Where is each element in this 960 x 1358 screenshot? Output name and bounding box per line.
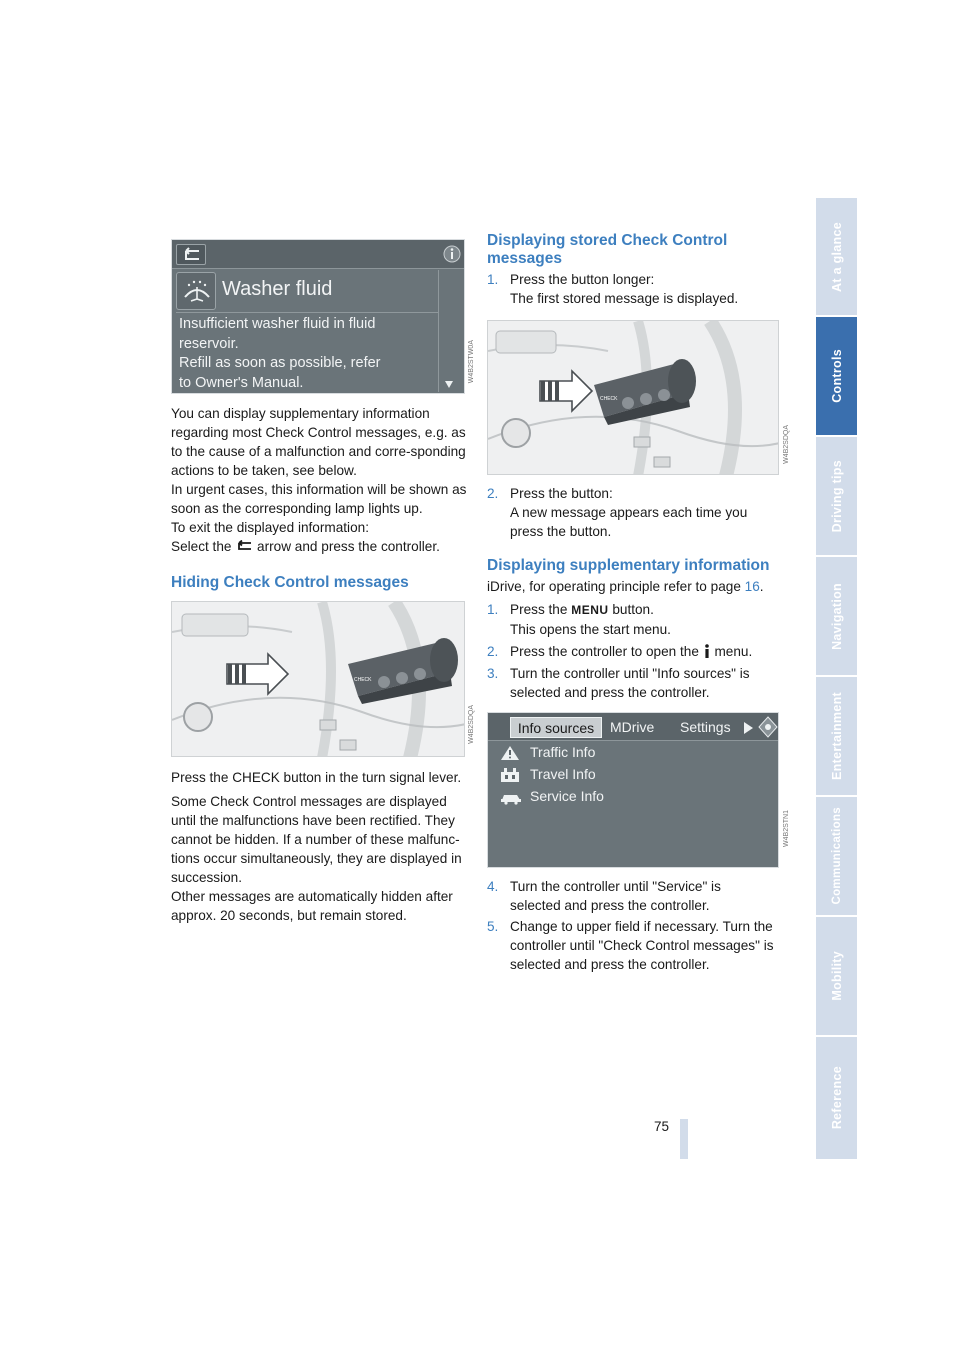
figure-code: W4B2SDQA: [468, 705, 475, 744]
travel-info-icon: [500, 767, 520, 783]
info-sources-screen: [487, 712, 779, 868]
back-arrow-icon: [235, 540, 253, 552]
turn-signal-lever-illustration: [171, 601, 465, 757]
paragraph-check-button: Press the CHECK button in the turn signal lever.: [171, 770, 462, 785]
info-i-icon: [703, 644, 711, 658]
washer-icon: [176, 272, 216, 310]
figure-code: W4B2SDQA: [783, 425, 790, 464]
list-item[interactable]: Service Info: [500, 785, 760, 807]
sidebar-tab-at-a-glance[interactable]: At a glance: [816, 198, 857, 315]
screen-top-bar: [172, 240, 465, 269]
menu-button-glyph: MENU: [571, 603, 609, 617]
page-number-marker: [680, 1119, 688, 1159]
sidebar-tab-driving-tips[interactable]: Driving tips: [816, 437, 857, 555]
sidebar-tab-mobility[interactable]: Mobility: [816, 917, 857, 1035]
tab-settings[interactable]: Settings: [680, 719, 731, 735]
sidebar-tab-reference[interactable]: Reference: [816, 1037, 857, 1159]
step-4-supplementary: 4. Turn the controller until "Service" is selected and press the controller.: [487, 879, 721, 913]
paragraph-some-messages: Some Check Control messages are displayed until the malfunctions have been rectified. They cannot be hidden. If a number of these malfunc-tions occur simultaneously, they are displayed in succession.: [171, 794, 462, 885]
sidebar-tab-controls[interactable]: Controls: [816, 317, 857, 435]
screen-message: Insufficient washer fluid in fluid reservoir. Refill as soon as possible, refer to Owner's Manual.: [179, 316, 381, 391]
figure-code: W4B2STN1: [783, 810, 790, 847]
screen-scrollbar[interactable]: [438, 270, 439, 392]
paragraph-exit: To exit the displayed information: Select the arrow and press the controller.: [171, 520, 440, 554]
figure-code: W4B2STW0A: [468, 340, 475, 384]
tab-mdrive[interactable]: MDrive: [610, 719, 655, 735]
step-1-supplementary: 1. Press the MENU button. This opens the start menu.: [487, 602, 671, 637]
check-label: CHECK: [354, 677, 372, 683]
heading-stored: Displaying stored Check Control messages: [487, 232, 728, 267]
page-reference-link[interactable]: 16: [744, 579, 760, 594]
screen-divider: [176, 312, 438, 313]
list-item[interactable]: Travel Info: [500, 763, 760, 785]
paragraph-idrive: iDrive, for operating principle refer to page 16.: [487, 579, 764, 594]
list-item[interactable]: Traffic Info: [500, 741, 760, 763]
scroll-down-icon[interactable]: [444, 376, 454, 386]
heading-supplementary: Displaying supplementary information: [487, 557, 770, 574]
controller-direction-icon: [758, 716, 778, 738]
info-icon[interactable]: [442, 243, 462, 265]
back-arrow-icon[interactable]: [176, 244, 206, 265]
car-service-icon: [500, 789, 522, 805]
screen-title: Washer fluid: [222, 278, 333, 300]
paragraph-urgent: In urgent cases, this information will be shown as soon as the corresponding lamp lights up.: [171, 482, 467, 516]
sidebar-tab-entertainment[interactable]: Entertainment: [816, 677, 857, 795]
traffic-warning-icon: [500, 745, 520, 761]
washer-fluid-screen: [171, 239, 465, 394]
heading-hiding: Hiding Check Control messages: [171, 574, 409, 591]
step-5-supplementary: 5. Change to upper field if necessary. Turn the controller until "Check Control messages" is selected and press the controller.: [487, 919, 774, 972]
tab-info-sources[interactable]: Info sources: [510, 717, 602, 738]
paragraph-supplementary: You can display supplementary information regarding most Check Control messages, e.g. as to the cause of a malfunction and corre-sponding actions to be taken, see below.: [171, 406, 466, 478]
paragraph-other-messages: Other messages are automatically hidden after approx. 20 seconds, but remain stored.: [171, 889, 453, 923]
turn-signal-lever-illustration-2: [487, 320, 779, 475]
sidebar-tab-communications[interactable]: Communications: [816, 797, 857, 915]
step-3-supplementary: 3. Turn the controller until "Info sources" is selected and press the controller.: [487, 666, 750, 700]
page-number: 75: [654, 1119, 670, 1134]
more-tabs-arrow-icon[interactable]: [742, 721, 754, 735]
sidebar-tab-navigation[interactable]: Navigation: [816, 557, 857, 675]
step-1-stored: 1. Press the button longer: The first stored message is displayed.: [487, 272, 739, 306]
check-label: CHECK: [600, 396, 618, 402]
step-2-supplementary: 2. Press the controller to open the menu.: [487, 644, 753, 659]
step-2-stored: 2. Press the button: A new message appears each time you press the button.: [487, 486, 748, 539]
